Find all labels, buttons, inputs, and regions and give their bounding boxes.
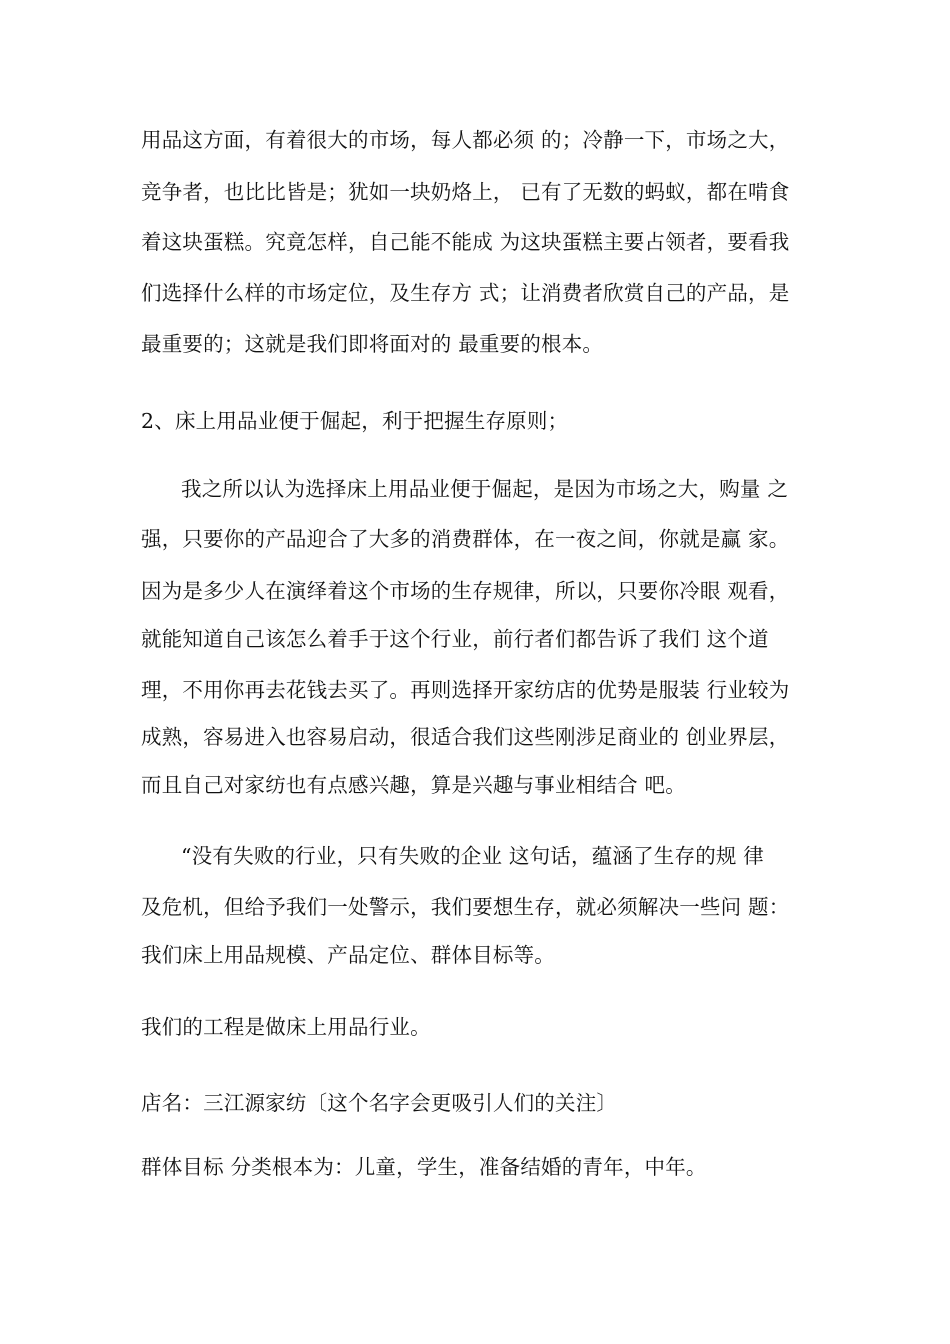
- paragraph-line: 我之所以认为选择床上用品业便于倔起，是因为市场之大，购量 之: [181, 477, 789, 501]
- paragraph-line: 就能知道自己该怎么着手于这个行业，前行者们都告诉了我们 这个道: [141, 627, 769, 651]
- paragraph-line: “没有失败的行业，只有失败的企业 这句话，蕴涵了生存的规 律: [181, 844, 765, 868]
- target-group-line: 群体目标 分类根本为：儿童，学生，准备结婚的青年，中年。: [141, 1155, 707, 1179]
- paragraph-line: 们选择什么样的市场定位，及生存方 式；让消费者欣赏自己的产品，是: [141, 281, 790, 305]
- project-line: 我们的工程是做床上用品行业。: [141, 1015, 431, 1039]
- paragraph-line: 着这块蛋糕。究竟怎样，自己能不能成 为这块蛋糕主要占领者，要看我: [141, 230, 790, 254]
- paragraph-line: 用品这方面，有着很大的市场，每人都必须 的；冷静一下，市场之大，: [141, 128, 790, 152]
- paragraph-line: 竞争者，也比比皆是；犹如一块奶烙上， 已有了无数的蚂蚁，都在啃食: [141, 180, 790, 204]
- paragraph-line: 最重要的；这就是我们即将面对的 最重要的根本。: [141, 332, 604, 356]
- shop-name-line: 店名：三江源家纺〔这个名字会更吸引人们的关注〕: [141, 1091, 618, 1115]
- paragraph-line: 我们床上用品规模、产品定位、群体目标等。: [141, 943, 555, 967]
- paragraph-line: 强，只要你的产品迎合了大多的消费群体，在一夜之间，你就是赢 家。: [141, 527, 790, 551]
- paragraph-line: 成熟，容易进入也容易启动，很适合我们这些刚涉足商业的 创业界层，: [141, 725, 790, 749]
- paragraph-line: 理，不用你再去花钱去买了。再则选择开家纺店的优势是服装 行业较为: [141, 678, 790, 702]
- section-heading: 2、床上用品业便于倔起，利于把握生存原则；: [141, 409, 569, 433]
- paragraph-line: 而且自己对家纺也有点感兴趣，算是兴趣与事业相结合 吧。: [141, 773, 686, 797]
- paragraph-line: 因为是多少人在演绎着这个市场的生存规律，所以，只要你冷眼 观看，: [141, 579, 790, 603]
- paragraph-line: 及危机，但给予我们一处警示，我们要想生存，就必须解决一些问 题：: [141, 895, 790, 919]
